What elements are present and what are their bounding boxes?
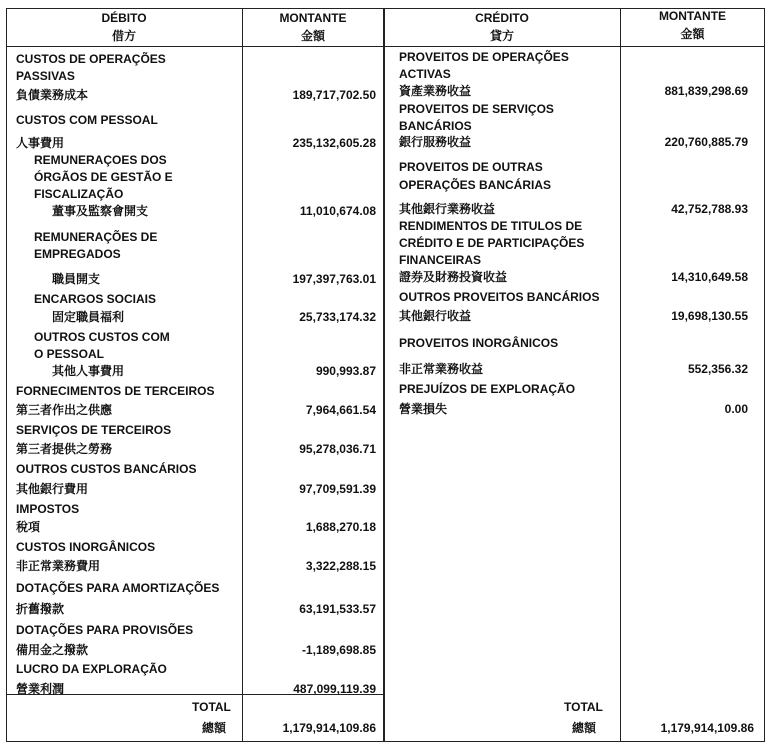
credit-inorganicos-zh: 非正常業務收益 (399, 362, 484, 376)
debit-outros-bancarios-zh: 其他銀行費用 (16, 482, 89, 496)
credit-proveitos-activas-zh: 資產業務收益 (399, 84, 472, 98)
credit-total-label-zh: 總額 (572, 721, 597, 735)
header-debito: DÉBITO (101, 11, 147, 25)
debit-total-label-zh: 總額 (202, 721, 227, 735)
income-statement-table (6, 8, 765, 742)
credit-value-proveitos-activas: 881,839,298.69 (664, 84, 748, 98)
debit-outros-custos-pessoal-2: O PESSOAL (34, 347, 105, 361)
debit-servicos: SERVIÇOS DE TERCEIROS (16, 423, 172, 437)
debit-custos-pessoal: CUSTOS COM PESSOAL (16, 113, 158, 127)
credit-outras-op-2: OPERAÇÕES BANCÁRIAS (399, 178, 552, 192)
debit-impostos-zh: 稅項 (16, 520, 41, 534)
debit-custos-op-passivas-2: PASSIVAS (16, 69, 75, 83)
debit-fornecimentos-zh: 第三者作出之供應 (16, 403, 113, 417)
debit-outros-custos-pessoal-zh: 其他人事費用 (52, 364, 125, 378)
credit-rendimentos-zh: 證券及財務投資收益 (399, 270, 508, 284)
credit-value-total: 1,179,914,109.86 (660, 721, 754, 735)
credit-servicos-bancarios-zh: 銀行服務收益 (399, 135, 472, 149)
debit-custos-op-passivas-1: CUSTOS DE OPERAÇÕES (16, 52, 166, 66)
debit-encargos-zh: 固定職員福利 (52, 310, 125, 324)
debit-fornecimentos: FORNECIMENTOS DE TERCEIROS (16, 384, 215, 398)
credit-proveitos-activas-1: PROVEITOS DE OPERAÇÕES (399, 50, 569, 64)
debit-lucro-zh: 營業利潤 (16, 682, 65, 696)
credit-rendimentos-3: FINANCEIRAS (399, 253, 482, 267)
debit-rem-empregados-1: REMUNERAÇÕES DE (34, 230, 158, 244)
debit-rem-orgaos-zh: 董事及監察會開支 (52, 204, 149, 218)
table-border-left (6, 8, 7, 742)
header-montante-left-zh: 金額 (300, 29, 325, 43)
debit-amortizacoes: DOTAÇÕES PARA AMORTIZAÇÕES (16, 581, 220, 595)
credit-outros-proveitos-zh: 其他銀行收益 (399, 309, 472, 323)
debit-value-rem-orgaos: 11,010,674.08 (299, 204, 376, 218)
table-border-right (764, 8, 765, 742)
credit-outras-op-1: PROVEITOS DE OUTRAS (399, 160, 543, 174)
header-credito: CRÉDITO (475, 11, 529, 25)
debit-value-outros-bancarios: 97,709,591.39 (299, 482, 376, 496)
credit-rendimentos-2: CRÉDITO E DE PARTICIPAÇÕES (399, 236, 585, 250)
debit-provisoes-zh: 備用金之撥款 (16, 643, 89, 657)
debit-rem-orgaos-1: REMUNERAÇOES DOS (34, 153, 167, 167)
debit-encargos: ENCARGOS SOCIAIS (34, 292, 157, 306)
debit-servicos-zh: 第三者提供之勞務 (16, 442, 113, 456)
credit-value-inorganicos: 552,356.32 (687, 362, 748, 376)
credit-value-outras-op: 42,752,788.93 (671, 202, 748, 216)
debit-rem-empregados-zh: 職員開支 (52, 272, 101, 286)
debit-rem-empregados-2: EMPREGADOS (34, 247, 121, 261)
debit-outros-bancarios: OUTROS CUSTOS BANCÁRIOS (16, 462, 197, 476)
credit-prejuizos: PREJUÍZOS DE EXPLORAÇÃO (399, 382, 576, 396)
debit-value-provisoes: -1,189,698.85 (301, 643, 376, 657)
credit-value-servicos-bancarios: 220,760,885.79 (664, 135, 748, 149)
debit-rem-orgaos-2: ÓRGÃOS DE GESTÃO E (34, 170, 173, 184)
credit-value-outros-proveitos: 19,698,130.55 (671, 309, 748, 323)
credit-rendimentos-1: RENDIMENTOS DE TITULOS DE (399, 219, 583, 233)
header-montante-left: MONTANTE (279, 11, 347, 25)
debit-impostos: IMPOSTOS (16, 502, 80, 516)
credit-proveitos-activas-2: ACTIVAS (399, 67, 451, 81)
debit-value-rem-empregados: 197,397,763.01 (292, 272, 376, 286)
header-debito-zh: 借方 (111, 29, 136, 43)
debit-custos-pessoal-zh: 人事費用 (16, 136, 65, 150)
debit-amortizacoes-zh: 折舊撥款 (16, 602, 65, 616)
credit-outras-op-zh: 其他銀行業務收益 (399, 202, 496, 216)
debit-value-inorganicos: 3,322,288.15 (305, 559, 376, 573)
debit-outros-custos-pessoal-1: OUTROS CUSTOS COM (34, 330, 170, 344)
column-divider-1 (242, 8, 243, 742)
credit-inorganicos: PROVEITOS INORGÂNICOS (399, 336, 559, 350)
debit-value-servicos: 95,278,036.71 (299, 442, 376, 456)
credit-value-prejuizos: 0.00 (724, 402, 748, 416)
credit-value-rendimentos: 14,310,649.58 (671, 270, 748, 284)
header-montante-right: MONTANTE (658, 9, 727, 23)
debit-value-custos-op-passivas: 189,717,702.50 (292, 88, 376, 102)
debit-value-outros-custos-pessoal: 990,993.87 (315, 364, 376, 378)
debit-value-amortizacoes: 63,191,533.57 (299, 602, 376, 616)
table-border-bottom (6, 741, 765, 742)
debit-value-impostos: 1,688,270.18 (305, 520, 376, 534)
column-divider-3 (620, 8, 621, 742)
debit-total-label: TOTAL (192, 700, 231, 714)
debit-value-encargos: 25,733,174.32 (299, 310, 376, 324)
debit-value-custos-pessoal: 235,132,605.28 (292, 136, 376, 150)
debit-value-fornecimentos: 7,964,661.54 (305, 403, 376, 417)
header-montante-right-zh: 金額 (680, 27, 705, 41)
credit-outros-proveitos: OUTROS PROVEITOS BANCÁRIOS (399, 290, 600, 304)
debit-provisoes: DOTAÇÕES PARA PROVISÕES (16, 623, 194, 637)
debit-lucro: LUCRO DA EXPLORAÇÃO (16, 662, 167, 676)
header-divider (6, 46, 765, 47)
debit-custos-op-passivas-zh: 負債業務成本 (16, 88, 89, 102)
debit-value-lucro: 487,099,119.39 (293, 682, 376, 696)
debit-rem-orgaos-3: FISCALIZAÇÃO (34, 187, 124, 201)
header-credito-zh: 貸方 (489, 29, 514, 43)
debit-value-total: 1,179,914,109.86 (282, 721, 376, 735)
debit-inorganicos: CUSTOS INORGÂNICOS (16, 540, 156, 554)
credit-prejuizos-zh: 營業損失 (399, 402, 448, 416)
credit-total-label: TOTAL (564, 700, 603, 714)
credit-servicos-bancarios-1: PROVEITOS DE SERVIÇOS (399, 102, 554, 116)
column-divider-2 (383, 8, 385, 742)
credit-servicos-bancarios-2: BANCÁRIOS (399, 119, 472, 133)
debit-inorganicos-zh: 非正常業務費用 (16, 559, 101, 573)
